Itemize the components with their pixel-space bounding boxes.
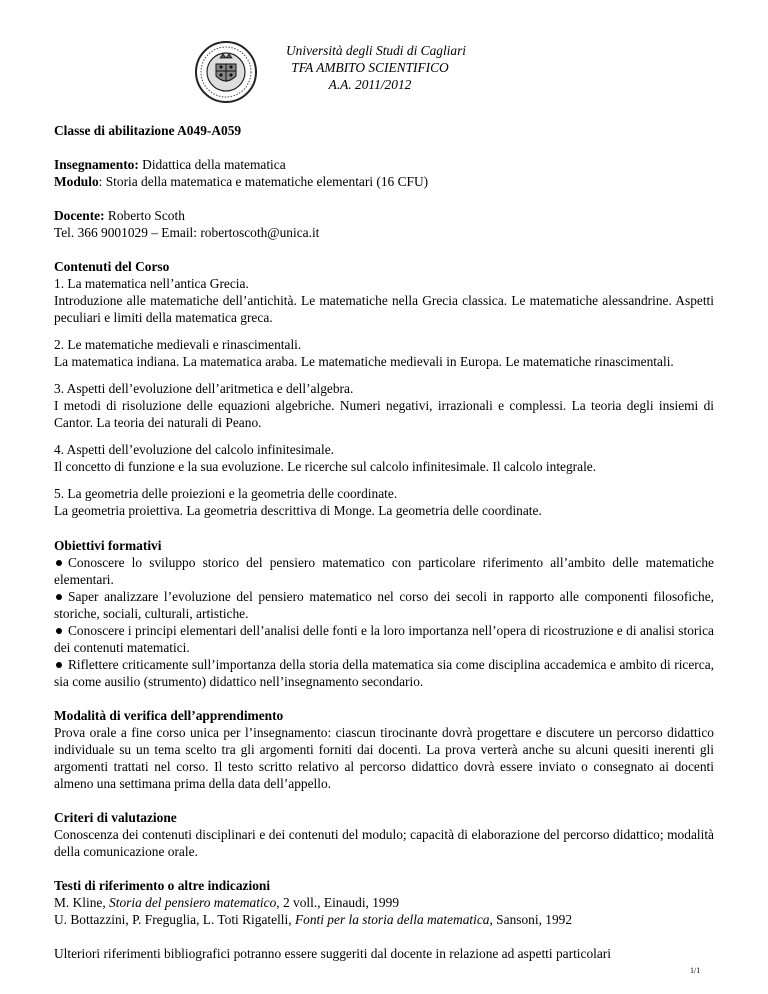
modulo-line: [54, 173, 714, 190]
contenuti-item-text: Il concetto di funzione e la sua evoluzione. Le ricerche sul calcolo infinitesimale. Il calcolo integrale.: [54, 459, 597, 474]
contenuti-item-heading: 1. La matematica nell’antica Grecia.: [54, 276, 249, 291]
docente-line: [54, 207, 714, 224]
contenuti-item-text: La geometria proiettiva. La geometria descrittiva di Monge. La geometria delle coordinate.: [54, 503, 542, 518]
classe-abilitazione: Classe di abilitazione A049-A059: [54, 123, 242, 138]
contenuti-item-text: I metodi di risoluzione delle equazioni algebriche. Numeri negativi, irrazionali e complessi. La teoria degli insiemi di Cantor. La teoria dei naturali di Peano.: [54, 398, 714, 430]
contenuti-item-heading: 3. Aspetti dell’evoluzione dell’aritmetica e dell’algebra.: [54, 381, 354, 396]
ulteriori-riferimenti: Ulteriori riferimenti bibliografici potranno essere suggeriti dal docente in relazione ad aspetti particolari: [54, 946, 611, 961]
criteri-text: Conoscenza dei contenuti disciplinari e dei contenuti del modulo; capacità di elaborazione del percorso didattico; modalità della comunicazione orale.: [54, 827, 714, 859]
university-name: Università degli Studi di Cagliari: [286, 43, 467, 58]
insegnamento-line: [54, 156, 714, 173]
contenuti-item-heading: 2. Le matematiche medievali e rinascimentali.: [54, 337, 302, 352]
obiettivi-item: Conoscere lo sviluppo storico del pensiero matematico con particolare riferimento all’ambito delle matematiche elementari.: [54, 555, 714, 587]
contenuti-section: [54, 258, 714, 519]
docente-label: Docente:: [54, 208, 105, 223]
university-seal-icon: [194, 40, 258, 104]
contenuti-title: Contenuti del Corso: [54, 259, 170, 274]
reference-title: Storia del pensiero matematico: [109, 895, 277, 910]
contatti-line: Tel. 366 9001029 – Email: robertoscoth@unica.it: [54, 225, 320, 240]
contenuti-item: [54, 441, 714, 475]
course-info: [54, 156, 714, 190]
modulo-value: : Storia della matematica e matematiche elementari (16 CFU): [98, 174, 429, 189]
verifica-section: [54, 707, 714, 792]
insegnamento-value: Didattica della matematica: [138, 157, 286, 172]
document-body: [54, 122, 714, 979]
insegnamento-label: Insegnamento:: [54, 157, 139, 172]
bullet-icon: [56, 662, 62, 668]
bullet-icon: [56, 594, 62, 600]
docente-value: Roberto Scoth: [104, 208, 185, 223]
bullet-icon: [56, 560, 62, 566]
obiettivi-item: Riflettere criticamente sull’importanza della storia della matematica sia come disciplina accademica e ambito di ricerca, sia come ausilio (strumento) didattico nell’insegnamento secondario.: [54, 657, 714, 689]
academic-year: A.A. 2011/2012: [328, 77, 412, 92]
obiettivi-title: Obiettivi formativi: [54, 538, 162, 553]
contenuti-item: [54, 336, 714, 370]
obiettivi-item: Saper analizzare l’evoluzione del pensiero matematico nel corso dei secoli in rapporto alle componenti filosofiche, storiche, sociali, culturali, artistiche.: [54, 589, 714, 621]
bullet-icon: [56, 628, 62, 634]
contenuti-item: [54, 275, 714, 326]
contenuti-item: [54, 380, 714, 431]
criteri-section: [54, 809, 714, 860]
contenuti-item: [54, 485, 714, 519]
reference-item: U. Bottazzini, P. Freguglia, L. Toti Rigatelli, Fonti per la storia della matematica, Sansoni, 1992: [54, 912, 573, 927]
document-header: [54, 16, 714, 96]
criteri-title: Criteri di valutazione: [54, 810, 177, 825]
docente-info: [54, 207, 714, 241]
page-number: 1/1: [690, 966, 701, 975]
testi-section: [54, 877, 714, 928]
contenuti-item-text: La matematica indiana. La matematica araba. Le matematiche medievali in Europa. Le matematiche rinascimentali.: [54, 354, 674, 369]
obiettivi-item: Conoscere i principi elementari dell’analisi delle fonti e la loro importanza nell’opera di ricostruzione e di analisi storica dei contenuti matematici.: [54, 623, 714, 655]
contenuti-item-text: Introduzione alle matematiche dell’antichità. Le matematiche nella Grecia classica. Le matematiche alessandrine. Aspetti peculiari e limiti della matematica greca.: [54, 293, 714, 325]
obiettivi-section: [54, 537, 714, 690]
testi-title: Testi di riferimento o altre indicazioni: [54, 878, 271, 893]
modulo-label: Modulo: [54, 174, 99, 189]
program-name: TFA AMBITO SCIENTIFICO: [291, 60, 449, 75]
obiettivi-list: [54, 554, 714, 690]
reference-item: M. Kline, Storia del pensiero matematico, 2 voll., Einaudi, 1999: [54, 895, 400, 910]
contenuti-item-heading: 5. La geometria delle proiezioni e la geometria delle coordinate.: [54, 486, 398, 501]
reference-title: Fonti per la storia della matematica: [294, 912, 490, 927]
verifica-text: Prova orale a fine corso unica per l’insegnamento: ciascun tirocinante dovrà progettare e discutere un percorso didattico individuale su un tema scelto tra gli argomenti forniti dai docenti. La prova verterà anche su alcuni quesiti inerenti gli argomenti trattati nel corso. Il testo scritto relativo al percorso didattico dovrà essere inviato o consegnato ai docenti almeno una settimana prima della data dell’appello.: [54, 725, 714, 791]
contenuti-item-heading: 4. Aspetti dell’evoluzione del calcolo infinitesimale.: [54, 442, 335, 457]
verifica-title: Modalità di verifica dell’apprendimento: [54, 708, 284, 723]
header-text: [286, 42, 467, 93]
